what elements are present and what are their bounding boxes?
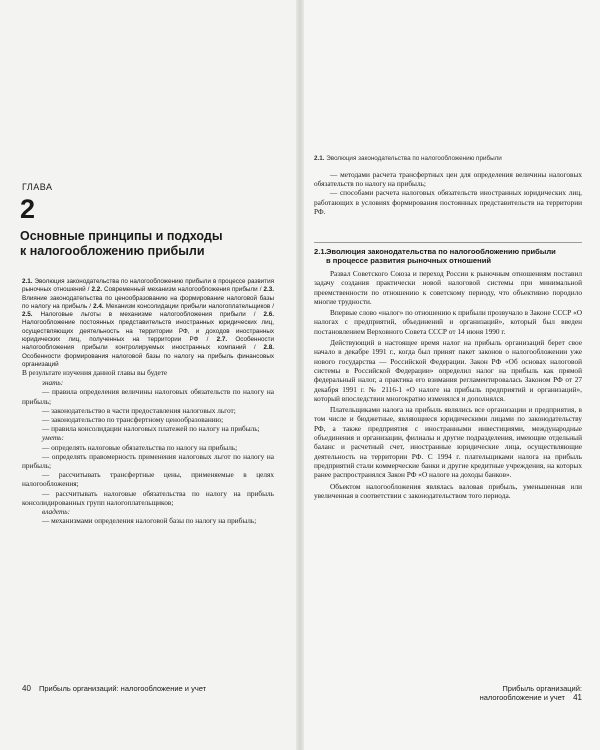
chapter-title-line: к налогообложению прибыли xyxy=(20,244,205,258)
section-divider xyxy=(314,242,582,243)
toc-entry: Особенности налогообложения прибыли контролируемых иностранных компаний / xyxy=(22,336,274,352)
body-paragraph: Действующий в настоящее время налог на прибыль организаций берет свое начало в декабре 1991 г., когда был принят пакет законов о налогообложении уже нового государства — Российской Федерации. Закон РФ «Об основах налоговой системы в Российской Федерации» определил налог на прибыль как прямой федеральный налог, а практика его взимания регламентировалась Законом РФ от 27 декабря 1991 г. № 2116-1 «О налоге на прибыль предприятий и организаций», который впоследствии многократно изменялся и дополнялся. xyxy=(314,338,582,403)
page-number: 41 xyxy=(573,693,582,702)
toc-number: 2.7. xyxy=(216,336,228,344)
goals-intro: В результате изучения данной главы вы будете xyxy=(22,368,168,377)
goals-can-label: уметь: xyxy=(42,433,64,443)
goal-item: — методами расчета трансфертных цен для определения величины налоговых обязательств по налогу на прибыль; xyxy=(314,170,582,189)
goals-continued xyxy=(314,170,582,216)
right-page-footer xyxy=(450,684,582,702)
toc-number: 2.3. xyxy=(263,286,275,294)
chapter-title-line: Основные принципы и подходы xyxy=(20,229,223,243)
running-head-text: Эволюция законодательства по налогообложению прибыли xyxy=(326,155,502,162)
book-gutter xyxy=(296,0,304,750)
toc-number: 2.1. xyxy=(22,278,33,285)
toc-entry: Налоговые льготы в механизме налогообложения прибыли / xyxy=(40,311,256,319)
left-page-footer xyxy=(22,684,206,693)
goal-item: — определять налоговые обязательства по налогу на прибыль; xyxy=(42,442,238,452)
goals-own-label: владеть: xyxy=(42,507,71,517)
goal-item: — механизмами определения налоговой базы по налогу на прибыль; xyxy=(42,516,257,526)
toc-number: 2.4. xyxy=(93,302,104,310)
section-title-line: в процессе развития рыночных отношений xyxy=(326,256,492,266)
learning-goals xyxy=(22,368,274,525)
page-number: 40 xyxy=(22,684,31,693)
goals-know-label: знать: xyxy=(42,378,64,388)
chapter-contents xyxy=(22,278,274,369)
book-title: Прибыль организаций: налогообложение и учет xyxy=(479,684,582,702)
chapter-title xyxy=(20,229,270,259)
running-head-number: 2.1. xyxy=(314,155,325,162)
body-paragraph: Развал Советского Союза и переход России к рыночным отношениям поставил задачу создания практически новой налоговой системы при минимальной преемственности по отношению к советскому периоду, что объективно породило многие трудности. xyxy=(314,269,582,306)
goal-item: — рассчитывать трансфертные цены, применяемые в целях налогообложения; xyxy=(22,470,274,489)
toc-number: 2.8. xyxy=(263,344,274,352)
running-head xyxy=(314,155,502,162)
section-heading xyxy=(314,247,582,265)
goal-item: — рассчитывать налоговые обязательства по налогу на прибыль консолидированных групп налогоплательщиков; xyxy=(22,488,274,507)
goal-item: — законодательство по трансфертному ценообразованию; xyxy=(42,415,224,425)
body-paragraph: Объектом налогообложения являлась валовая прибыль, уменьшенная или увеличенная в соответствии с законодательством того периода. xyxy=(314,481,582,500)
chapter-number: 2 xyxy=(20,194,36,224)
body-paragraph: Впервые слово «налог» по отношению к прибыли прозвучало в Законе СССР «О налогах с предприятий, объединений и организаций», который был введен постановлением Верховного Совета СССР от 14 июня 1990 г. xyxy=(314,308,582,336)
body-paragraph: Плательщиками налога на прибыль являлись все организации и предприятия, в том числе и бюджетные, являющиеся юридическими лицами по законодательству РФ, а также предприятия с иностранными инвестициями, международные объединения и организации, филиалы и другие подразделения, имеющие отдельный баланс и расчетный счет, иностранные юридические лица, осуществляющие деятельность на территории РФ. С 1994 г. плательщиками налога на прибыль предприятий стали коммерческие банки и другие кредитные учреждения, на которых ранее распространялся Закон РФ «О налоге на доходы банков». xyxy=(314,405,582,480)
goal-item: — правила определения величины налоговых обязательств по налогу на прибыль; xyxy=(22,387,274,406)
goal-item: — правила консолидации налоговых платежей по налогу на прибыль; xyxy=(42,424,260,434)
toc-entry: Влияние законодательства по ценообразованию на формирование налоговой базы по налогу на прибыль / xyxy=(22,294,274,310)
section-title-line: Эволюция законодательства по налогообложению прибыли xyxy=(326,247,556,256)
goal-item: — законодательство в части предоставления налоговых льгот; xyxy=(42,405,236,415)
toc-entry: Особенности формирования налоговой базы по налогу на прибыль финансовых организаций xyxy=(22,352,274,368)
section-body xyxy=(314,269,582,502)
toc-entry: Налогообложение постоянных представительств иностранных юридических лиц, осуществляющих деятельность на территории РФ, и доходов иностранных юридических лиц, полученных на территории РФ / xyxy=(22,319,274,344)
toc-entry: Механизм консолидации прибыли налогоплательщиков / xyxy=(105,302,275,310)
chapter-label: ГЛАВА xyxy=(22,182,53,192)
toc-entry: Эволюция законодательства по налогообложению прибыли в процессе развития рыночных отношений / xyxy=(22,278,274,294)
goal-item: — определять правомерность применения налоговых льгот по налогу на прибыль; xyxy=(22,451,274,471)
toc-number: 2.6. xyxy=(263,311,275,319)
book-title: Прибыль организаций: налогообложение и учет xyxy=(39,684,207,693)
toc-number: 2.2. xyxy=(91,286,102,294)
toc-entry: Современный механизм налогообложения прибыли / xyxy=(104,286,262,294)
goal-item: — способами расчета налоговых обязательств иностранных юридических лиц, работающих в условиях формирования постоянных представительств на территории РФ. xyxy=(314,188,582,216)
toc-number: 2.5. xyxy=(22,311,33,319)
section-number: 2.1. xyxy=(314,247,327,256)
